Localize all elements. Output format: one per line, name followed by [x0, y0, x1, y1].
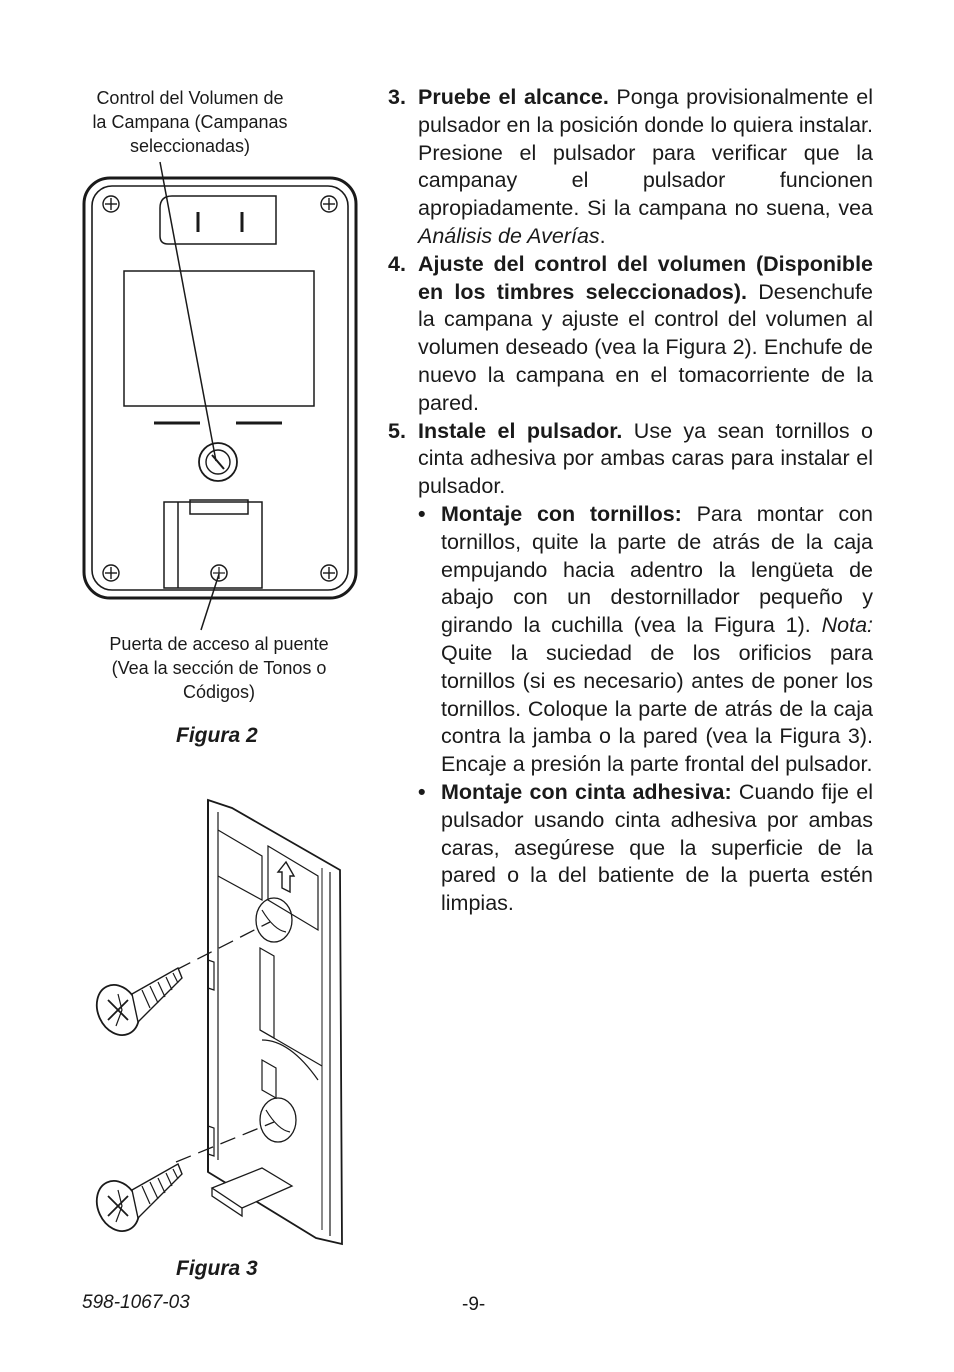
bullet-title: Montaje con tornillos: [441, 501, 682, 526]
troubleshooting-reference: Análisis de Averías [418, 223, 600, 248]
step-3 [384, 84, 873, 251]
page-number: -9- [462, 1294, 486, 1315]
step-number: 3. [388, 85, 406, 109]
step-text: Desenchufe la campana y ajuste el control del volumen al volumen deseado (vea la Figura 2). Enchufe de nuevo la campana en el tomacorriente de la pared. [418, 279, 873, 415]
bullet-screw-mounting [418, 501, 873, 779]
step-number: 5. [388, 418, 406, 443]
step-text: Ponga provisionalmente el pulsador en la posición donde lo quiera instalar. Presione el pulsador para verificar que la campanay el pulsador funcionen apropiadamente. Si la campana no suena, vea [418, 85, 873, 221]
step-text: Use ya sean tornillos o cinta adhesiva por ambas caras para instalar el pulsador. [418, 418, 873, 499]
step-title: Instale el pulsador. [418, 418, 623, 443]
figure3-label: Figura 3 [176, 1257, 258, 1280]
step-title: Pruebe el alcance. [418, 85, 609, 109]
bullet-mark: • [418, 779, 426, 804]
caption-line: Control del Volumen de [96, 88, 284, 108]
bullet-mark: • [418, 501, 426, 526]
bullet-text-continued: Quite la suciedad de los orificios para tornillos (si es necesario) antes de poner los tornillos. Coloque la parte de atrás de la caja contra la jamba o la pared (vea la Figura 3). Encaje a presión la parte frontal del pulsador. [441, 640, 873, 777]
caption-line: la Campana (Campanas [92, 112, 288, 132]
step-title: Ajuste del control del volumen (Disponible en los timbres seleccionados). [418, 251, 873, 304]
caption-line: seleccionadas) [129, 136, 251, 156]
step-text-end: . [599, 223, 606, 248]
caption-line: Puerta de acceso al puente [109, 634, 329, 654]
bullet-title: Montaje con cinta adhesiva: [441, 779, 732, 804]
figure2-label: Figura 2 [176, 724, 258, 747]
step-4 [384, 251, 873, 418]
bullet-text: Para montar con tornillos, quite la parte de atrás de la caja empujando hacia adentro la lengüeta de abajo con un destornillador pequeño y girando la cuchilla (vea la Figura 1). [441, 501, 874, 638]
document-number: 598-1067-03 [82, 1292, 190, 1313]
step-5 [384, 418, 873, 918]
instructions-column [384, 84, 873, 918]
caption-line: Códigos) [182, 682, 256, 702]
caption-line: (Vea la sección de Tonos o [111, 658, 327, 678]
bullet-note-label: Nota: [821, 613, 873, 638]
step-number: 4. [388, 251, 406, 276]
bullet-tape-mounting [418, 779, 873, 918]
bullet-text: Cuando fije el pulsador usando cinta adhesiva por ambas caras, asegúrese que la superficie de la pared o la del batiente de la puerta estén limpias. [441, 779, 873, 916]
